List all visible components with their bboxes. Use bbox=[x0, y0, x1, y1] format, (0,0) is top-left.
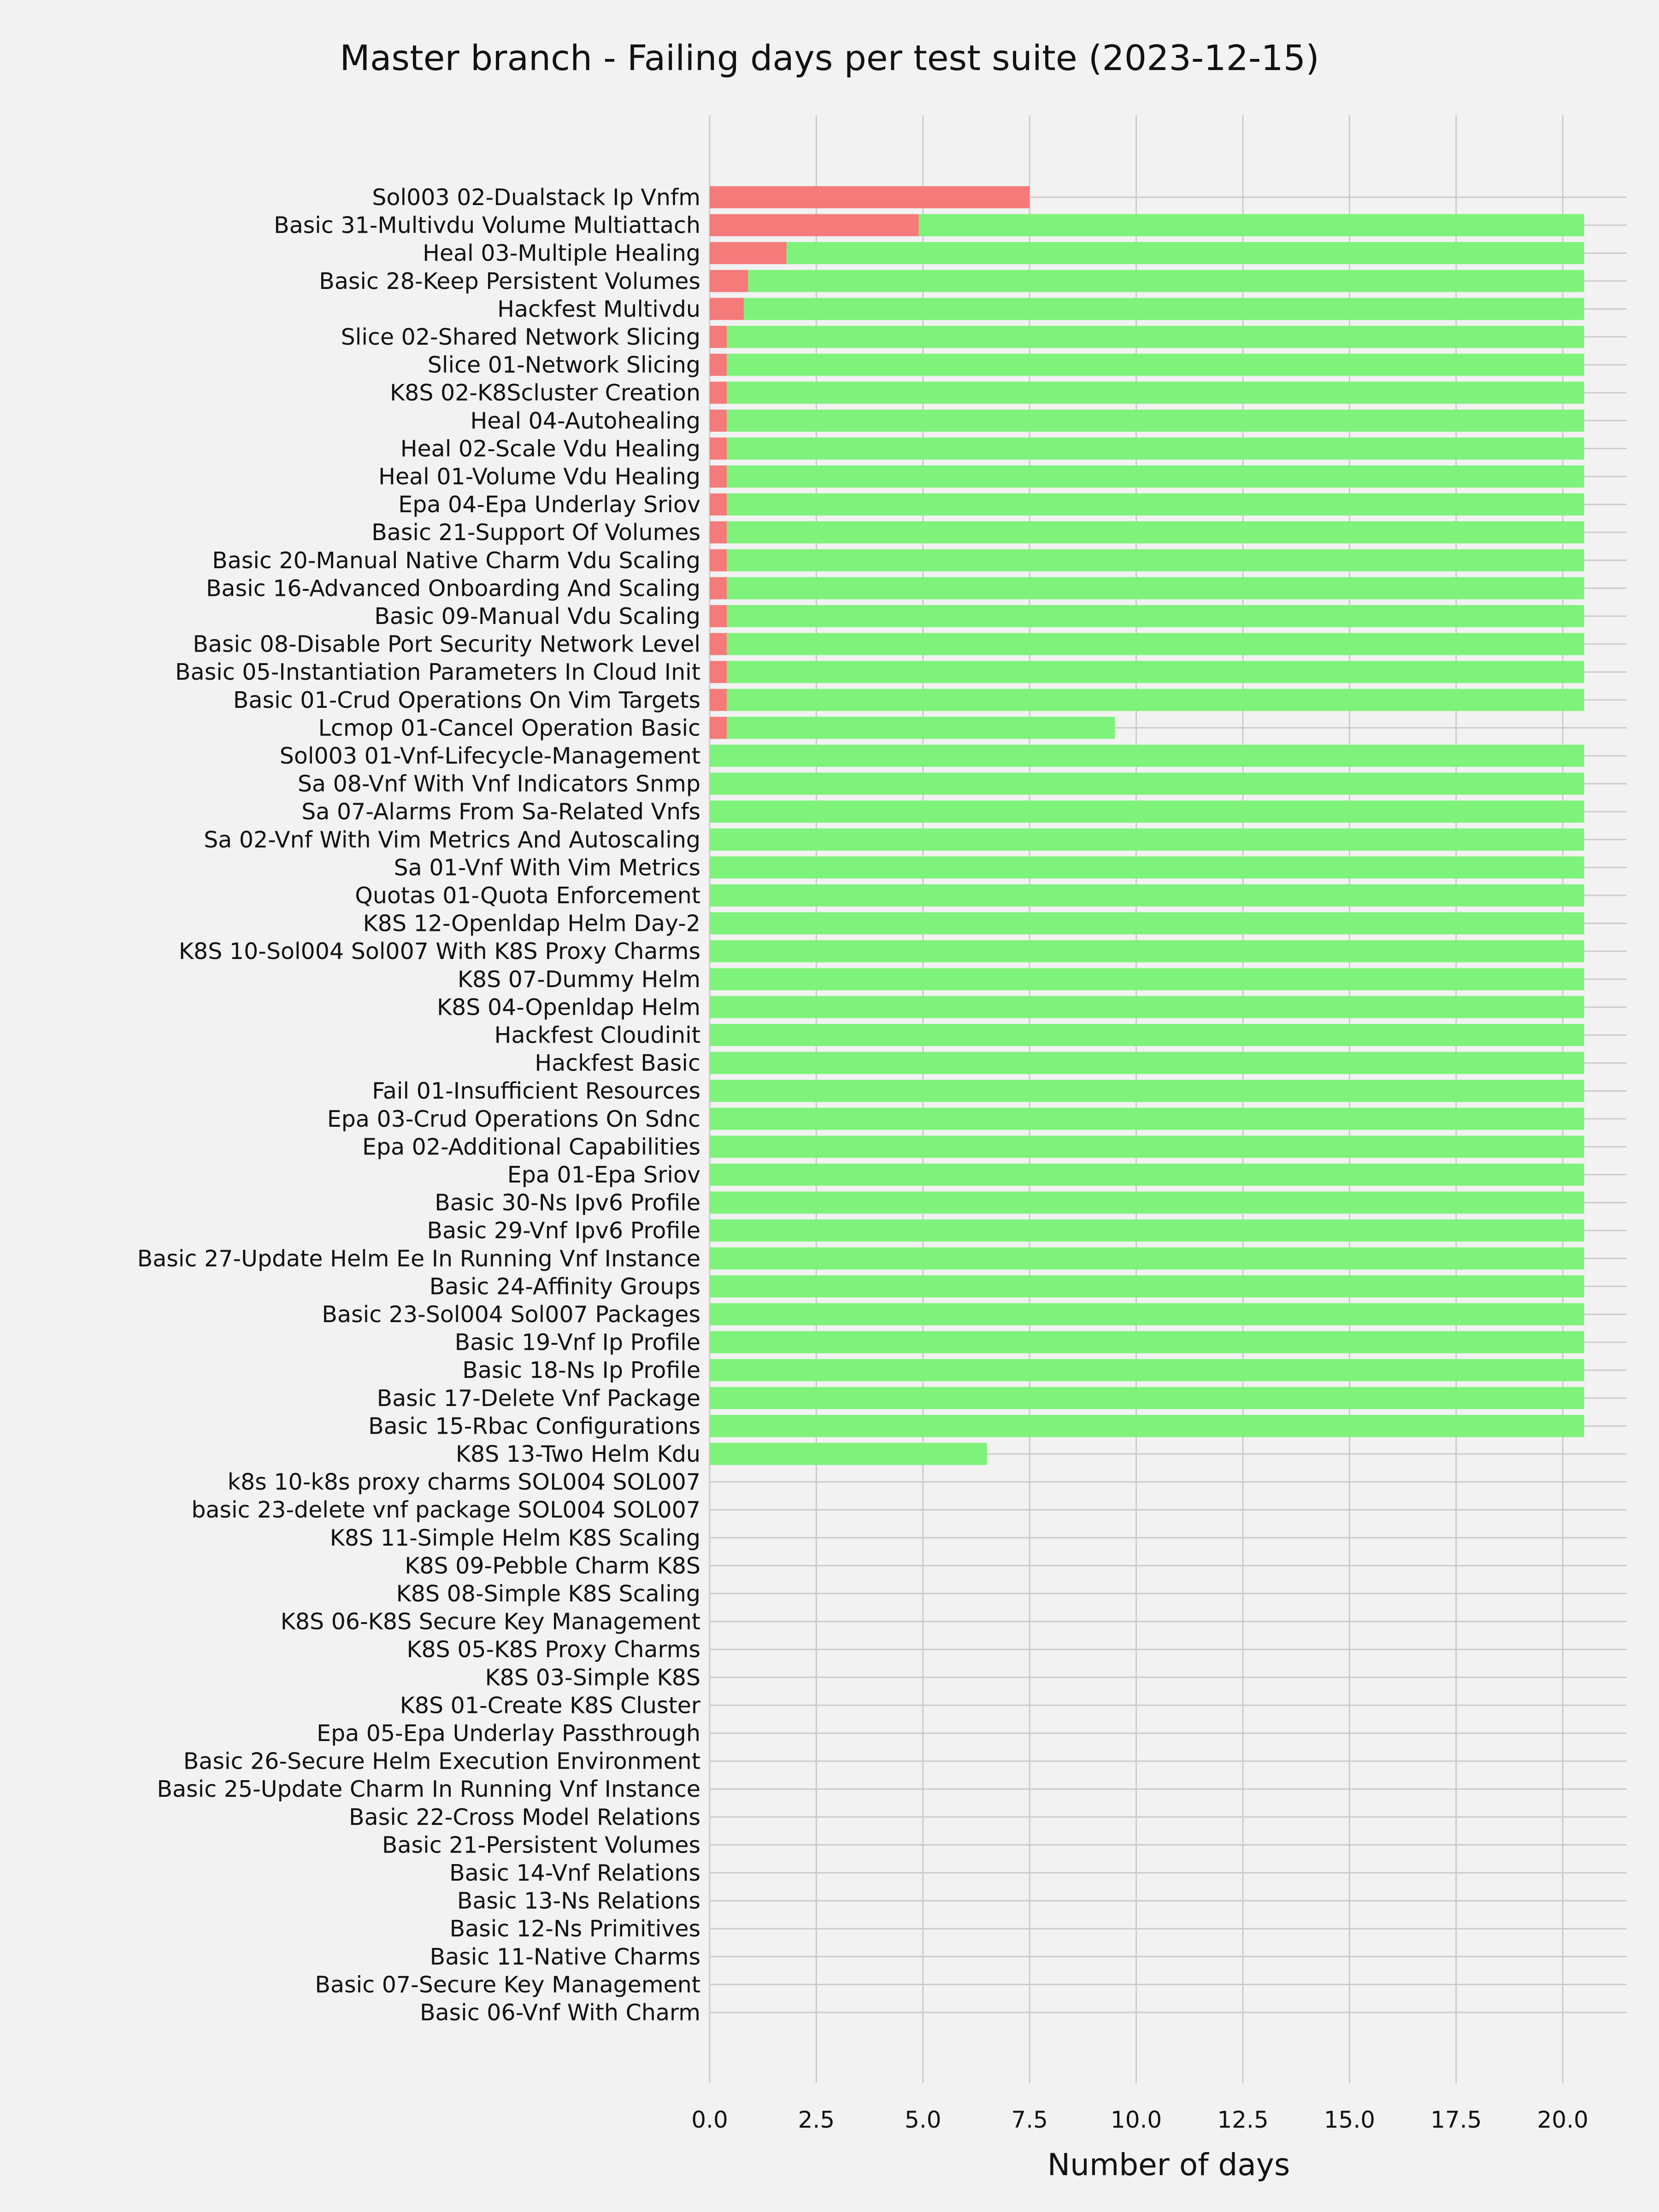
category-label: Heal 01-Volume Vdu Healing bbox=[378, 464, 700, 490]
passing-days-bar bbox=[710, 829, 1584, 851]
category-label: Basic 21-Persistent Volumes bbox=[382, 1832, 700, 1859]
category-label: Basic 20-Manual Native Charm Vdu Scaling bbox=[212, 547, 700, 574]
failing-days-bar bbox=[710, 549, 727, 571]
passing-days-bar bbox=[744, 298, 1584, 320]
failing-days-bar bbox=[710, 689, 727, 711]
category-label: Sa 01-Vnf With Vim Metrics bbox=[394, 854, 700, 881]
category-label: Basic 31-Multivdu Volume Multiattach bbox=[274, 212, 700, 239]
category-label: Heal 04-Autohealing bbox=[470, 407, 700, 434]
failing-days-bar bbox=[710, 186, 1030, 208]
category-label: K8S 07-Dummy Helm bbox=[457, 966, 700, 993]
passing-days-bar bbox=[710, 1164, 1584, 1186]
failing-days-bar bbox=[710, 326, 727, 348]
passing-days-bar bbox=[727, 549, 1584, 571]
passing-days-bar bbox=[710, 1359, 1584, 1381]
category-label: Sa 08-Vnf With Vnf Indicators Snmp bbox=[297, 771, 700, 797]
category-label: K8S 02-K8Scluster Creation bbox=[390, 380, 700, 406]
x-tick-label: 17.5 bbox=[1430, 2106, 1482, 2133]
category-label: Epa 01-Epa Sriov bbox=[507, 1162, 700, 1188]
passing-days-bar bbox=[727, 410, 1584, 432]
passing-days-bar bbox=[710, 1052, 1584, 1074]
passing-days-bar bbox=[727, 437, 1584, 459]
passing-days-bar bbox=[727, 494, 1584, 516]
failing-days-bar bbox=[710, 354, 727, 376]
failing-days-bar bbox=[710, 410, 727, 432]
passing-days-bar bbox=[710, 1135, 1584, 1158]
passing-days-bar bbox=[727, 633, 1584, 655]
x-tick-label: 7.5 bbox=[1011, 2106, 1048, 2133]
passing-days-bar bbox=[710, 1275, 1584, 1297]
failing-days-bar bbox=[710, 242, 787, 264]
category-label: Basic 21-Support Of Volumes bbox=[371, 519, 700, 546]
x-tick-labels bbox=[691, 2106, 1588, 2133]
category-label: Basic 18-Ns Ip Profile bbox=[462, 1357, 700, 1384]
category-label: Sol003 02-Dualstack Ip Vnfm bbox=[372, 184, 700, 211]
category-label: Basic 06-Vnf With Charm bbox=[419, 2000, 700, 2026]
passing-days-bar bbox=[787, 242, 1584, 264]
failing-days-bar bbox=[710, 465, 727, 488]
passing-days-bar bbox=[710, 1024, 1584, 1046]
failing-days-bar bbox=[710, 298, 744, 320]
passing-days-bar bbox=[727, 521, 1584, 543]
failing-days-bar bbox=[710, 521, 727, 543]
passing-days-bar bbox=[710, 1080, 1584, 1102]
category-label: Basic 30-Ns Ipv6 Profile bbox=[435, 1189, 700, 1216]
failing-days-bar bbox=[710, 577, 727, 599]
category-label: K8S 03-Simple K8S bbox=[485, 1664, 700, 1691]
failing-days-bar bbox=[710, 382, 727, 404]
passing-days-bar bbox=[748, 270, 1584, 292]
category-label: Basic 27-Update Helm Ee In Running Vnf Instance bbox=[137, 1245, 700, 1272]
category-label: K8S 06-K8S Secure Key Management bbox=[280, 1608, 700, 1635]
x-tick-label: 15.0 bbox=[1324, 2106, 1376, 2133]
category-label: Lcmop 01-Cancel Operation Basic bbox=[318, 715, 700, 741]
passing-days-bar bbox=[710, 1387, 1584, 1409]
category-label: K8S 13-Two Helm Kdu bbox=[455, 1441, 700, 1467]
chart-title: Master branch - Failing days per test suite (2023-12-15) bbox=[340, 37, 1319, 78]
category-label: K8S 04-Openldap Helm bbox=[436, 994, 700, 1021]
category-label: basic 23-delete vnf package SOL004 SOL007 bbox=[191, 1497, 700, 1524]
passing-days-bar bbox=[710, 745, 1584, 767]
failing-days-bar bbox=[710, 437, 727, 459]
x-axis-label: Number of days bbox=[1047, 2147, 1290, 2183]
passing-days-bar bbox=[919, 214, 1584, 236]
failing-days-bar bbox=[710, 717, 727, 739]
passing-days-bar bbox=[727, 661, 1584, 683]
passing-days-bar bbox=[727, 326, 1584, 348]
category-label: K8S 05-K8S Proxy Charms bbox=[406, 1636, 700, 1663]
passing-days-bar bbox=[710, 996, 1584, 1018]
category-label: Sol003 01-Vnf-Lifecycle-Management bbox=[279, 743, 700, 769]
x-tick-label: 10.0 bbox=[1110, 2106, 1162, 2133]
passing-days-bar bbox=[710, 884, 1584, 906]
passing-days-bar bbox=[727, 605, 1584, 627]
category-label: Basic 09-Manual Vdu Scaling bbox=[374, 603, 700, 629]
passing-days-bar bbox=[710, 1415, 1584, 1437]
passing-days-bar bbox=[710, 1247, 1584, 1270]
category-label: Basic 28-Keep Persistent Volumes bbox=[319, 268, 700, 294]
x-tick-label: 5.0 bbox=[905, 2106, 941, 2133]
passing-days-bar bbox=[710, 856, 1584, 878]
passing-days-bar bbox=[727, 717, 1115, 739]
failing-days-bar bbox=[710, 633, 727, 655]
category-label: Basic 13-Ns Relations bbox=[457, 1888, 700, 1914]
category-label: k8s 10-k8s proxy charms SOL004 SOL007 bbox=[227, 1469, 700, 1495]
category-label: Sa 02-Vnf With Vim Metrics And Autoscaling bbox=[204, 826, 700, 853]
category-label: Basic 11-Native Charms bbox=[429, 1943, 700, 1970]
passing-days-bar bbox=[710, 1303, 1584, 1325]
passing-days-bar bbox=[710, 912, 1584, 935]
category-label: Basic 25-Update Charm In Running Vnf Instance bbox=[157, 1776, 700, 1803]
passing-days-bar bbox=[727, 689, 1584, 711]
category-label: Basic 22-Cross Model Relations bbox=[349, 1804, 700, 1830]
category-label: K8S 01-Create K8S Cluster bbox=[400, 1692, 700, 1719]
category-label: Basic 26-Secure Helm Execution Environment bbox=[183, 1748, 700, 1775]
category-label: K8S 09-Pebble Charm K8S bbox=[405, 1553, 700, 1579]
category-label: Basic 19-Vnf Ip Profile bbox=[454, 1329, 700, 1356]
failing-days-bar bbox=[710, 605, 727, 627]
category-label: Sa 07-Alarms From Sa-Related Vnfs bbox=[301, 799, 700, 825]
category-label: Basic 23-Sol004 Sol007 Packages bbox=[322, 1301, 700, 1328]
category-label: Fail 01-Insufficient Resources bbox=[372, 1078, 700, 1105]
category-label: Basic 05-Instantiation Parameters In Cloud Init bbox=[175, 659, 700, 686]
category-label: Epa 04-Epa Underlay Sriov bbox=[398, 491, 700, 518]
category-label: K8S 08-Simple K8S Scaling bbox=[396, 1581, 700, 1607]
passing-days-bar bbox=[710, 940, 1584, 962]
failing-days-bar bbox=[710, 214, 919, 236]
category-label: Epa 03-Crud Operations On Sdnc bbox=[327, 1106, 700, 1132]
category-label: Slice 01-Network Slicing bbox=[427, 352, 700, 378]
category-label: Basic 16-Advanced Onboarding And Scaling bbox=[206, 575, 700, 602]
category-label: Quotas 01-Quota Enforcement bbox=[355, 882, 700, 909]
category-label: Hackfest Multivdu bbox=[497, 296, 700, 323]
passing-days-bar bbox=[710, 968, 1584, 990]
passing-days-bar bbox=[710, 773, 1584, 795]
category-label: Basic 29-Vnf Ipv6 Profile bbox=[427, 1218, 700, 1244]
category-label: Hackfest Cloudinit bbox=[494, 1022, 700, 1048]
passing-days-bar bbox=[710, 1331, 1584, 1353]
failing-days-bar bbox=[710, 494, 727, 516]
category-label: Basic 15-Rbac Configurations bbox=[368, 1413, 700, 1440]
passing-days-bar bbox=[727, 577, 1584, 599]
category-label: Basic 07-Secure Key Management bbox=[315, 1971, 700, 1998]
passing-days-bar bbox=[727, 465, 1584, 488]
category-label: Basic 14-Vnf Relations bbox=[449, 1860, 700, 1886]
category-label: Basic 08-Disable Port Security Network Level bbox=[193, 631, 700, 658]
category-label: Basic 01-Crud Operations On Vim Targets bbox=[233, 687, 700, 713]
category-label: Basic 17-Delete Vnf Package bbox=[377, 1385, 700, 1412]
category-label: Basic 24-Affinity Groups bbox=[429, 1273, 700, 1300]
category-label: Heal 02-Scale Vdu Healing bbox=[400, 435, 700, 462]
category-label: K8S 12-Openldap Helm Day-2 bbox=[363, 910, 700, 937]
passing-days-bar bbox=[710, 1192, 1584, 1214]
passing-days-bar bbox=[727, 354, 1584, 376]
passing-days-bar bbox=[710, 1443, 987, 1465]
category-label: Hackfest Basic bbox=[535, 1050, 700, 1077]
failing-days-bar bbox=[710, 661, 727, 683]
category-label: Epa 05-Epa Underlay Passthrough bbox=[317, 1720, 700, 1747]
category-label: K8S 10-Sol004 Sol007 With K8S Proxy Charms bbox=[178, 938, 700, 965]
passing-days-bar bbox=[710, 1219, 1584, 1241]
passing-days-bar bbox=[710, 800, 1584, 823]
category-label: Epa 02-Additional Capabilities bbox=[362, 1134, 700, 1160]
passing-days-bar bbox=[727, 382, 1584, 404]
x-tick-label: 0.0 bbox=[691, 2106, 728, 2133]
x-tick-label: 2.5 bbox=[798, 2106, 835, 2133]
x-tick-label: 12.5 bbox=[1217, 2106, 1269, 2133]
category-label: Basic 12-Ns Primitives bbox=[449, 1916, 700, 1942]
category-label: Slice 02-Shared Network Slicing bbox=[341, 324, 700, 350]
failing-days-bar bbox=[710, 270, 748, 292]
category-label: K8S 11-Simple Helm K8S Scaling bbox=[329, 1524, 700, 1551]
passing-days-bar bbox=[710, 1108, 1584, 1130]
x-tick-label: 20.0 bbox=[1537, 2106, 1588, 2133]
category-label: Heal 03-Multiple Healing bbox=[423, 240, 700, 267]
